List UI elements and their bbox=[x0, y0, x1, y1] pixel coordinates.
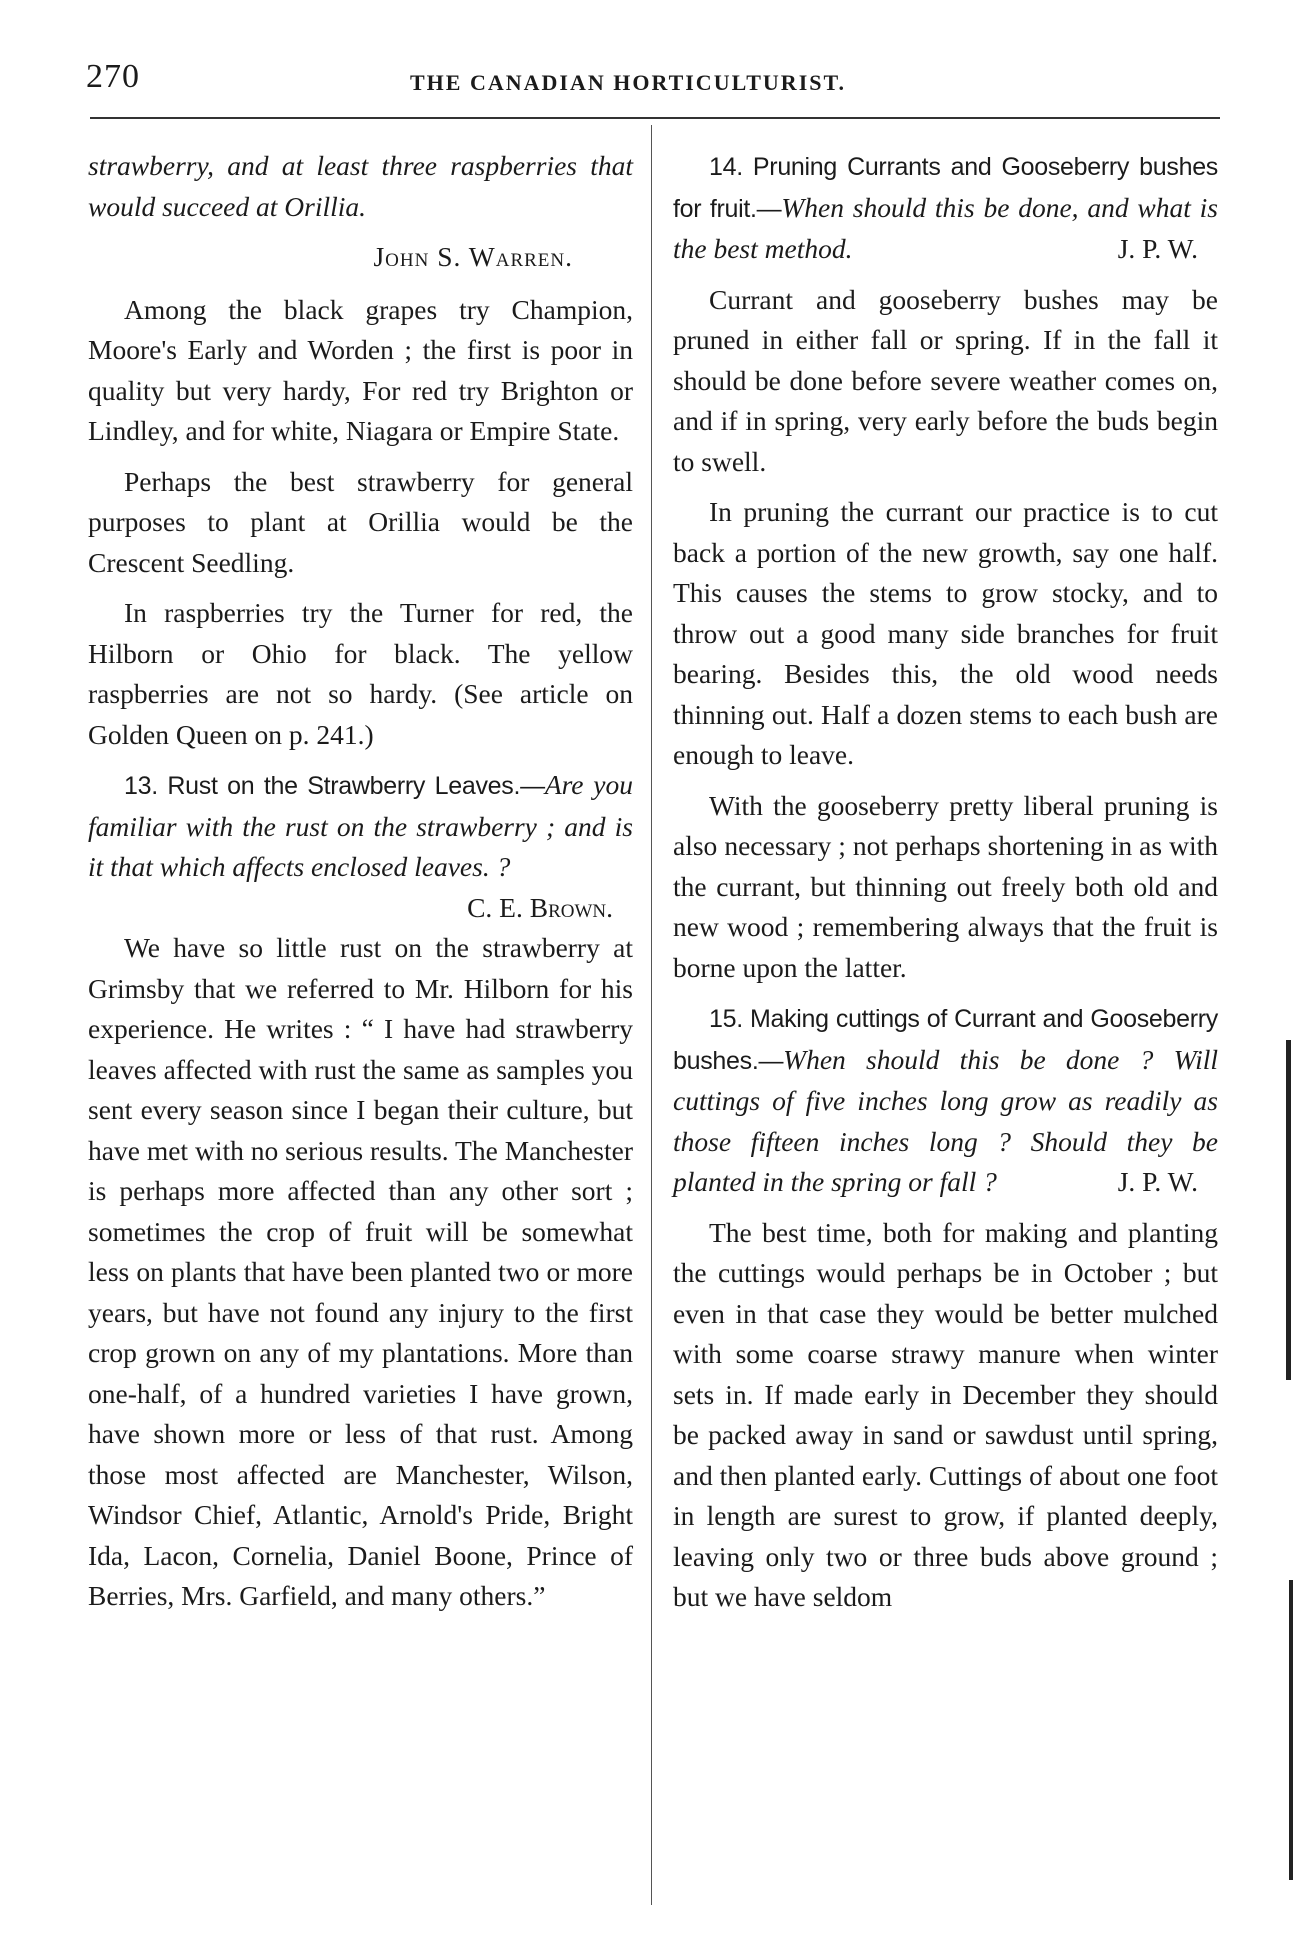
question-15-text: When should this be done ? Will cuttings of five inches long grow as readily as those fifteen inches long ? Should they be planted in the spring or fall ? bbox=[673, 1043, 1218, 1197]
answer-14-paragraph-1: Currant and gooseberry bushes may be pruned in either fall or spring. If in the fall it should be done before severe weather comes on, and if in spring, very early before the buds begin to swell. bbox=[673, 283, 1218, 477]
question-13 bbox=[88, 765, 633, 923]
question-15 bbox=[673, 998, 1218, 1203]
signature-warren: John S. Warren. bbox=[373, 241, 573, 272]
column-divider bbox=[651, 125, 652, 1905]
answer-14-paragraph-2: In pruning the currant our practice is to cut back a portion of the new growth, say one half. This causes the stems to grow stocky, and to throw out a good many side branches for fruit bearing. Besides this, the old wood needs thinning out. Half a dozen stems to each bush are enough to leave. bbox=[673, 496, 1218, 770]
answer-14-paragraph-3: With the gooseberry pretty liberal pruning is also necessary ; not perhaps shortening in as with the currant, but thinning out freely both old and new wood ; remembering always that the fruit is borne upon the latter. bbox=[673, 789, 1218, 983]
scan-edge-mark bbox=[1286, 1040, 1291, 1380]
answer-12-paragraph-3: In raspberries try the Turner for red, the Hilborn or Ohio for black. The yellow raspberries are not so hardy. (See article on Golden Queen on p. 241.) bbox=[88, 597, 633, 750]
question-14 bbox=[673, 146, 1218, 270]
signature-brown: C. E. Brown. bbox=[467, 891, 613, 923]
answer-12-paragraph-2: Perhaps the best strawberry for general purposes to plant at Orillia would be the Crescent Seedling. bbox=[88, 465, 633, 578]
answer-13: We have so little rust on the strawberry at Grimsby that we referred to Mr. Hilborn for his experience. He writes : “ I have had strawberry leaves affected with rust the same as samples you sent every season since I began their culture, but have met with no serious results. The Manchester is perhaps more affected than any other sort ; sometimes the crop of fruit will be somewhat less on plants that have been planted two or more years, but have not found any injury to the first crop grown on any of my plantations. More than one-half, of a hundred varieties I have grown, have shown more or less of that rust. Among those most affected are Manchester, Wilson, Windsor Chief, Atlantic, Arnold's Pride, Bright Ida, Lacon, Cornelia, Daniel Boone, Prince of Berries, Mrs. Garfield, and many others.” bbox=[88, 932, 633, 1611]
signature-jpw-14: J. P. W. bbox=[1117, 233, 1198, 264]
page-number: 270 bbox=[86, 58, 140, 95]
header-rule bbox=[90, 117, 1220, 119]
continued-question: strawberry, and at least three raspberries that would succeed at Orillia. bbox=[88, 150, 633, 222]
answer-12-paragraph-1: Among the black grapes try Champion, Moore's Early and Worden ; the first is poor in quality but very hardy, For red try Brighton or Lindley, and for white, Niagara or Empire State. bbox=[88, 293, 633, 446]
signature-jpw-15: J. P. W. bbox=[1117, 1166, 1198, 1197]
left-column bbox=[88, 146, 633, 1627]
question-13-heading: 13. Rust on the Strawberry Leaves.— bbox=[124, 772, 545, 800]
question-14-text: When should this be done, and what is the best method. bbox=[673, 191, 1218, 264]
question-14-heading: 14. Pruning Currants and Gooseberry bushes for fruit.— bbox=[673, 153, 1218, 223]
question-13-text: Are you familiar with the rust on the strawberry ; and is it that which affects enclosed leaves. ? bbox=[88, 769, 633, 882]
answer-15: The best time, both for making and planting the cuttings would perhaps be in October ; but even in that case they would be better mulched with some coarse strawy manure when winter sets in. If made early in December they should be packed away in sand or sawdust until spring, and then planted early. Cuttings of about one foot in length are surest to grow, if planted deeply, leaving only two or three buds above ground ; but we have seldom bbox=[673, 1216, 1218, 1612]
question-15-heading: 15. Making cuttings of Currant and Gooseberry bushes.— bbox=[673, 1005, 1218, 1075]
running-head: THE CANADIAN HORTICULTURIST. bbox=[410, 70, 847, 95]
scan-edge-mark-lower bbox=[1289, 1580, 1293, 1880]
right-column bbox=[673, 146, 1218, 1628]
